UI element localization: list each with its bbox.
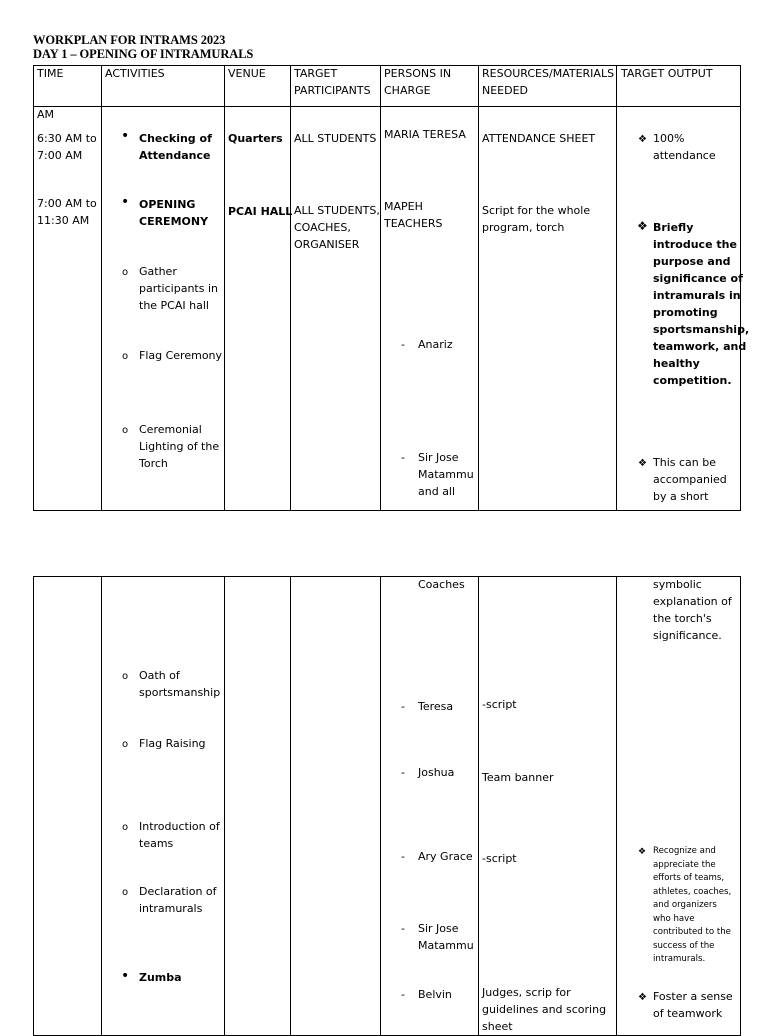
bullet-icon xyxy=(121,194,129,211)
header-output: TARGET OUTPUT xyxy=(621,67,713,80)
output-attendance: 100% attendance xyxy=(653,132,716,162)
document-title: WORKPLAN FOR INTRAMS 2023 xyxy=(33,33,226,47)
activity-flag-ceremony: Flag Ceremony xyxy=(139,349,223,362)
person-sir-jose: Sir Jose Matammu and all xyxy=(418,451,474,498)
participants-students-coaches: ALL STUDENTS, COACHES, ORGANISER xyxy=(294,204,380,251)
diamond-bullet-icon xyxy=(637,218,648,235)
circle-bullet-icon xyxy=(122,818,128,836)
diamond-bullet-icon xyxy=(638,842,646,861)
output-symbolic-explanation: symbolic explanation of the torch's significance. xyxy=(653,578,732,642)
venue-quarters: Quarters xyxy=(228,132,283,145)
output-recognize: Recognize and appreciate the efforts of teams, athletes, coaches, and organizers who have contributed to the success of the intramurals. xyxy=(653,846,732,964)
person-sir-jose-2: Sir Jose Matammu xyxy=(418,922,474,952)
header-resources: RESOURCES/MATERIALS NEEDED xyxy=(482,67,615,97)
resource-team-banner: Team banner xyxy=(482,771,554,784)
circle-bullet-icon xyxy=(122,883,128,901)
time-slot-1: 6:30 AM to 7:00 AM xyxy=(37,132,97,162)
header-persons: PERSONS IN CHARGE xyxy=(384,67,452,97)
activity-oath: Oath of sportsmanship xyxy=(139,669,221,699)
diamond-bullet-icon xyxy=(638,988,647,1006)
resource-attendance-sheet: ATTENDANCE SHEET xyxy=(482,132,596,145)
circle-bullet-icon xyxy=(122,263,128,281)
resource-script-torch: Script for the whole program, torch xyxy=(482,204,591,234)
activity-zumba: Zumba xyxy=(139,971,182,984)
person-joshua: Joshua xyxy=(418,766,455,779)
person-anariz: Anariz xyxy=(418,338,453,351)
resource-judges: Judges, scrip for guidelines and scoring sheet xyxy=(482,986,607,1033)
person-mapeh-teachers: MAPEH TEACHERS xyxy=(384,200,443,230)
activity-introduction-teams: Introduction of teams xyxy=(139,820,220,850)
person-teresa: Teresa xyxy=(418,700,454,713)
dash-bullet-icon xyxy=(401,336,405,353)
header-venue: VENUE xyxy=(228,67,266,80)
activity-declaration: Declaration of intramurals xyxy=(139,885,217,915)
person-maria-teresa: MARIA TERESA xyxy=(384,128,466,141)
output-foster-teamwork: Foster a sense of teamwork xyxy=(653,990,733,1020)
person-belvin: Belvin xyxy=(418,988,452,1001)
venue-pcai-hall: PCAI HALL xyxy=(228,205,293,218)
bullet-icon xyxy=(121,968,129,985)
dash-bullet-icon xyxy=(401,986,405,1003)
header-time: TIME xyxy=(37,67,64,80)
activity-lighting-torch: Ceremonial Lighting of the Torch xyxy=(139,423,220,470)
dash-bullet-icon xyxy=(401,698,405,715)
output-accompanied: This can be accompanied by a short xyxy=(653,456,727,503)
dash-bullet-icon xyxy=(401,848,405,865)
participants-all-students: ALL STUDENTS xyxy=(294,132,377,145)
activity-opening-ceremony: OPENING CEREMONY xyxy=(139,198,209,228)
circle-bullet-icon xyxy=(122,347,128,365)
resource-script: -script xyxy=(482,698,517,711)
circle-bullet-icon xyxy=(122,735,128,753)
output-briefly-introduce: Briefly introduce the purpose and significance of intramurals in promoting sportsmanship, teamwork, and healthy competition. xyxy=(653,221,750,387)
time-am: AM xyxy=(37,108,55,121)
resource-script-2: -script xyxy=(482,852,517,865)
diamond-bullet-icon xyxy=(638,454,647,472)
header-participants: TARGET PARTICIPANTS xyxy=(294,67,371,97)
person-coaches: Coaches xyxy=(418,578,465,591)
circle-bullet-icon xyxy=(122,667,128,685)
header-activities: ACTIVITIES xyxy=(105,67,165,80)
activity-gather-participants: Gather participants in the PCAI hall xyxy=(139,265,218,312)
time-slot-2: 7:00 AM to 11:30 AM xyxy=(37,197,97,227)
dash-bullet-icon xyxy=(401,449,405,466)
person-ary-grace: Ary Grace xyxy=(418,850,473,863)
diamond-bullet-icon xyxy=(638,130,647,148)
dash-bullet-icon xyxy=(401,920,405,937)
document-subtitle: DAY 1 – OPENING OF INTRAMURALS xyxy=(33,47,254,61)
dash-bullet-icon xyxy=(401,764,405,781)
activity-checking-attendance: Checking of Attendance xyxy=(139,132,212,162)
circle-bullet-icon xyxy=(122,421,128,439)
bullet-icon xyxy=(121,128,129,145)
activity-flag-raising: Flag Raising xyxy=(139,737,206,750)
